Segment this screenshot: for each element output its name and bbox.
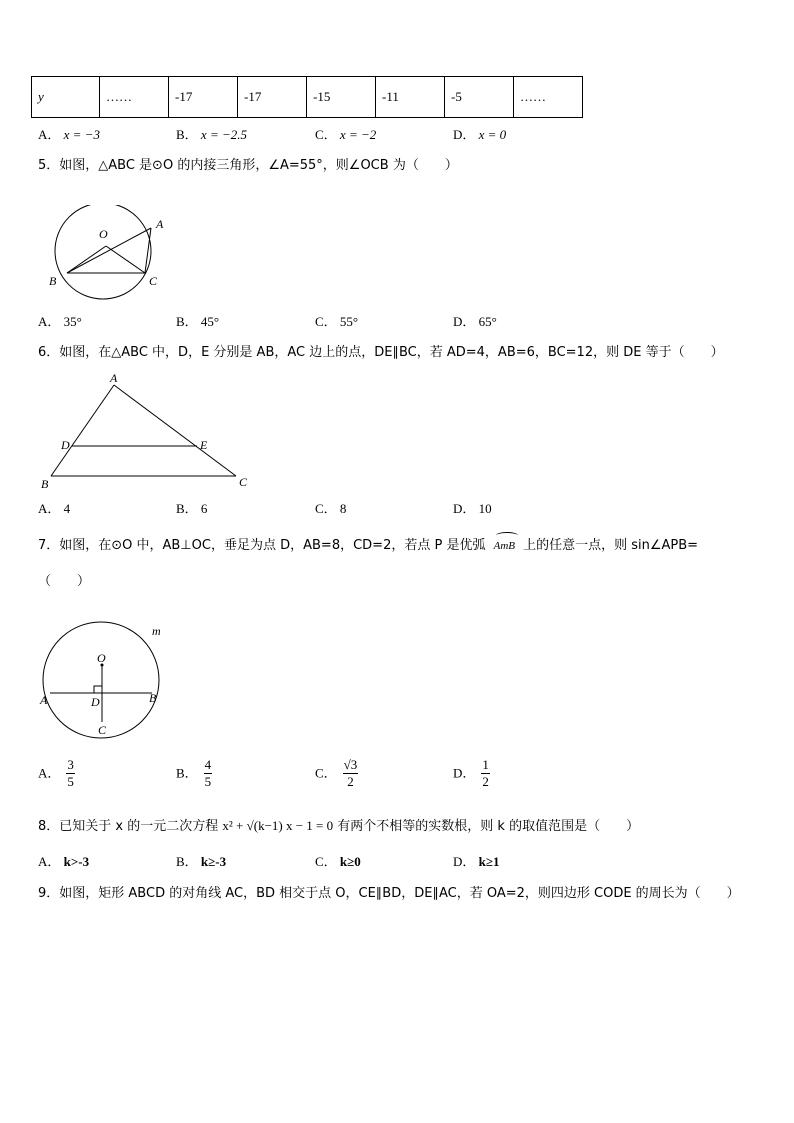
option-d[interactable]: D． 65° [453,314,497,329]
table-cell: …… [514,77,583,118]
option-a[interactable]: A． x = −3 [38,127,100,142]
label-b: B [41,477,49,491]
label-c: C [239,475,248,489]
value-table [31,76,583,118]
label-c: C [149,274,158,288]
q6-triangle-diagram [38,370,258,492]
option-d[interactable]: D． 10 [453,501,492,516]
fraction: $\frac{4}{5}$ [204,757,212,789]
option-b[interactable]: B． x = −2.5 [176,127,247,142]
option-b[interactable]: B． $\frac{4}{5}$ [176,757,212,789]
option-c[interactable]: C． $\frac{√3}{2}$ [315,757,358,789]
label-c: C [98,723,107,737]
option-a[interactable]: A． k>-3 [38,854,90,869]
table-row [32,77,583,118]
table-cell: -11 [376,77,445,118]
label-b: B [49,274,57,288]
arc-mark-icon [496,532,518,539]
option-b[interactable]: B． k≥-3 [176,854,227,869]
table-cell: …… [100,77,169,118]
option-c[interactable]: C． x = −2 [315,127,377,142]
label-d: D [91,695,100,709]
option-a[interactable]: A． 4 [38,501,71,516]
fraction: $\frac{3}{5}$ [67,757,74,789]
option-b[interactable]: B． 6 [176,501,208,516]
label-a: A [40,693,48,707]
arc-amb: AmB [494,538,515,554]
fraction: $\frac{√3}{2}$ [343,757,358,789]
q7-paren: （ ） [38,574,91,589]
table-cell: -15 [307,77,376,118]
option-d[interactable]: D． x = 0 [453,127,507,142]
q5-stem: 5．如图，△ABC 是⊙O 的内接三角形，∠A=55°，则∠OCB 为（ ） [38,158,458,173]
table-label: y [32,77,100,118]
table-cell: -17 [169,77,238,118]
q7-stem: 7．如图，在⊙O 中，AB⊥OC，垂足为点 D，AB=8，CD=2，若点 P 是优弧 AmB 上的任意一点，则 sin∠APB= [38,538,698,554]
table-cell: -17 [238,77,307,118]
label-o: O [97,651,106,665]
option-a[interactable]: A． $\frac{3}{5}$ [38,757,74,789]
option-b[interactable]: B． 45° [176,314,220,329]
q6-stem: 6．如图，在△ABC 中，D，E 分别是 AB，AC 边上的点，DE∥BC，若 AD=4，AB=6，BC=12，则 DE 等于（ ） [38,345,724,360]
option-c[interactable]: C． 55° [315,314,359,329]
q5-circle-diagram [40,205,180,300]
table-cell: -5 [445,77,514,118]
fraction: $\frac{1}{2}$ [482,757,489,789]
q7-circle-diagram [36,618,176,740]
label-m: m [152,624,161,638]
option-d[interactable]: D． k≥1 [453,854,500,869]
label-a: A [156,217,164,231]
label-d: D [61,438,70,452]
option-a[interactable]: A． 35° [38,314,82,329]
option-c[interactable]: C． 8 [315,501,347,516]
label-e: E [200,438,208,452]
q8-stem: 8．已知关于 x 的一元二次方程 x² + √(k−1) x − 1 = 0 有两个不相等的实数根，则 k 的取值范围是（ ） [38,818,640,834]
q8-equation: x² + √(k−1) x − 1 = 0 [222,818,334,833]
label-b: B [149,691,157,705]
label-o: O [99,227,108,241]
option-d[interactable]: D． $\frac{1}{2}$ [453,757,489,789]
option-c[interactable]: C． k≥0 [315,854,361,869]
q9-stem: 9．如图，矩形 ABCD 的对角线 AC，BD 相交于点 O，CE∥BD，DE∥AC，若 OA=2，则四边形 CODE 的周长为（ ） [38,886,740,901]
label-a: A [110,371,118,385]
